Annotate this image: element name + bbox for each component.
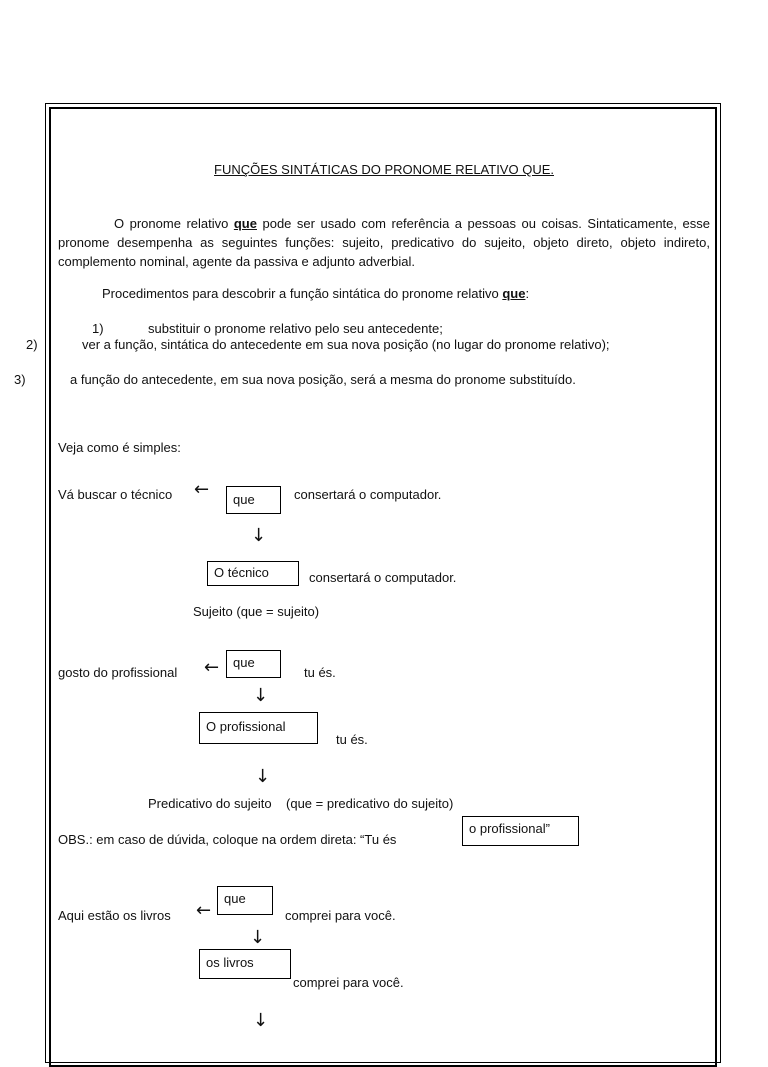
- relative-pronoun-box: que: [226, 486, 281, 514]
- example1-suffix2: consertará o computador.: [309, 570, 457, 585]
- list-number: 1): [92, 321, 104, 336]
- example3-prefix: Aqui estão os livros: [58, 908, 171, 923]
- antecedent-box: O profissional: [199, 712, 318, 744]
- left-arrow-icon: ←: [194, 479, 210, 500]
- procedures-colon: :: [525, 286, 530, 301]
- intro-paragraph: [58, 214, 710, 271]
- down-arrow-icon: ↓: [250, 927, 266, 948]
- obs-text: OBS.: em caso de dúvida, coloque na ordem direta: “Tu és: [58, 832, 397, 847]
- keyword-que: que: [233, 216, 257, 231]
- down-arrow-icon: ↓: [253, 1010, 269, 1031]
- down-arrow-icon: ↓: [251, 525, 267, 546]
- down-arrow-icon: ↓: [255, 766, 271, 787]
- list-item-2: [26, 337, 710, 352]
- procedures-line: [102, 286, 529, 301]
- antecedent-box: os livros: [199, 949, 291, 979]
- left-arrow-icon: ←: [204, 657, 220, 678]
- example2-prefix: gosto do profissional: [58, 665, 178, 680]
- relative-pronoun-box: que: [226, 650, 281, 678]
- see-how-text: Veja como é simples:: [58, 440, 181, 455]
- list-item-1: [92, 321, 710, 336]
- example1-result: Sujeito (que = sujeito): [193, 604, 320, 619]
- down-arrow-icon: ↓: [253, 685, 269, 706]
- keyword-que: que: [502, 286, 526, 301]
- list-number: 2): [26, 337, 38, 352]
- list-text: a função do antecedente, em sua nova posição, será a mesma do pronome substituído.: [70, 372, 576, 387]
- intro-text-before: O pronome relativo: [114, 216, 234, 231]
- list-text: ver a função, sintática do antecedente em sua nova posição (no lugar do pronome relativo);: [82, 337, 610, 352]
- example2-suffix2: tu és.: [336, 732, 368, 747]
- antecedent-box: O técnico: [207, 561, 299, 586]
- direct-order-box: o profissional”: [462, 816, 579, 846]
- list-text: substituir o pronome relativo pelo seu antecedente;: [148, 321, 443, 336]
- example3-suffix: comprei para você.: [285, 908, 396, 923]
- document-title: FUNÇÕES SINTÁTICAS DO PRONOME RELATIVO QUE.: [214, 162, 554, 177]
- example1-suffix: consertará o computador.: [294, 487, 442, 502]
- intro-text-after: pode ser usado com referência a pessoas ou coisas. Sintaticamente, esse pronome desempenha as seguintes funções: sujeito, predicativo do sujeito, objeto direto, objeto indireto, complemento nominal, agente da passiva e adjunto adverbial.: [58, 216, 710, 269]
- relative-pronoun-box: que: [217, 886, 273, 915]
- example3-suffix2: comprei para você.: [293, 975, 404, 990]
- example2-suffix: tu és.: [304, 665, 336, 680]
- example1-prefix: Vá buscar o técnico: [58, 487, 173, 502]
- left-arrow-icon: ←: [196, 900, 212, 921]
- list-item-3: [14, 372, 710, 387]
- example2-result: Predicativo do sujeito (que = predicativo do sujeito): [148, 796, 454, 811]
- list-number: 3): [14, 372, 26, 387]
- procedures-text: Procedimentos para descobrir a função sintática do pronome relativo: [102, 286, 503, 301]
